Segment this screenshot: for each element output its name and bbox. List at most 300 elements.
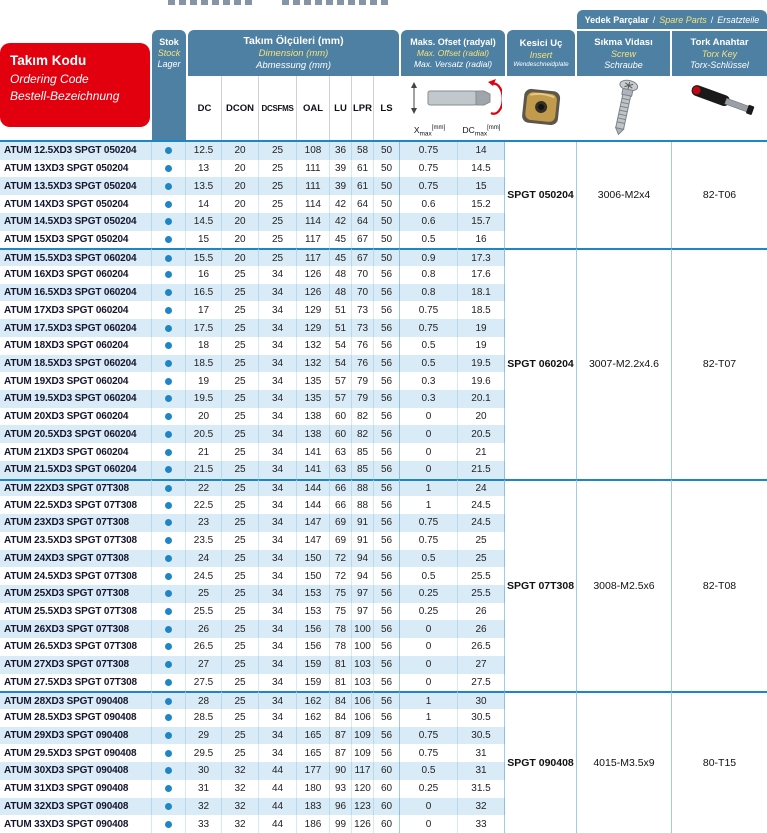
value-cell: 87 — [330, 744, 352, 762]
value-cell: 106 — [352, 691, 374, 709]
value-cell: 25 — [259, 142, 297, 160]
value-cell: 56 — [374, 532, 400, 550]
stock-cell — [152, 195, 186, 213]
value-cell: 18.5 — [458, 301, 505, 319]
value-cell: 144 — [297, 479, 330, 497]
value-cell: 57 — [330, 390, 352, 408]
value-cell: 76 — [352, 337, 374, 355]
stock-cell — [152, 815, 186, 833]
value-cell: 141 — [297, 461, 330, 479]
stock-cell — [152, 585, 186, 603]
value-cell: 24 — [458, 479, 505, 497]
value-cell: 64 — [352, 195, 374, 213]
table-body — [0, 140, 767, 833]
value-cell: 56 — [374, 461, 400, 479]
value-cell: 1 — [400, 496, 458, 514]
row-ordering-code: ATUM 15.5XD3 SPGT 060204 — [0, 248, 152, 266]
value-cell: 34 — [259, 337, 297, 355]
insert-en: Insert — [529, 50, 553, 60]
value-cell: 25 — [259, 177, 297, 195]
stock-cell — [152, 727, 186, 745]
value-cell: 50 — [374, 195, 400, 213]
value-cell: 34 — [259, 620, 297, 638]
value-cell: 20 — [186, 408, 222, 426]
group-insert-code: SPGT 090408 — [505, 691, 577, 833]
value-cell: 51 — [330, 319, 352, 337]
value-cell: 126 — [297, 284, 330, 302]
value-cell: 18 — [186, 337, 222, 355]
value-cell: 56 — [374, 620, 400, 638]
value-cell: 50 — [374, 177, 400, 195]
value-cell: 0.6 — [400, 195, 458, 213]
insert-image-zone — [507, 76, 575, 140]
value-cell: 32 — [222, 762, 259, 780]
value-cell: 0.75 — [400, 142, 458, 160]
stock-cell — [152, 177, 186, 195]
screw-de: Schraube — [604, 60, 643, 70]
value-cell: 25 — [222, 461, 259, 479]
value-cell: 34 — [259, 691, 297, 709]
torx-header — [672, 31, 767, 76]
value-cell: 56 — [374, 443, 400, 461]
insert-header — [507, 30, 575, 76]
screw-icon — [606, 77, 642, 139]
value-cell: 88 — [352, 496, 374, 514]
value-cell: 34 — [259, 443, 297, 461]
row-ordering-code: ATUM 21.5XD3 SPGT 060204 — [0, 461, 152, 479]
value-cell: 66 — [330, 496, 352, 514]
value-cell: 61 — [352, 177, 374, 195]
value-cell: 17.3 — [458, 248, 505, 266]
stock-cell — [152, 603, 186, 621]
value-cell: 34 — [259, 355, 297, 373]
stock-dot — [165, 732, 172, 739]
stock-cell — [152, 479, 186, 497]
stock-dot — [165, 698, 172, 705]
col-dcon: DCON — [222, 76, 259, 140]
value-cell: 0.8 — [400, 284, 458, 302]
value-cell: 0 — [400, 425, 458, 443]
value-cell: 0.75 — [400, 301, 458, 319]
value-cell: 34 — [259, 425, 297, 443]
value-cell: 81 — [330, 674, 352, 692]
stock-dot — [165, 466, 172, 473]
value-cell: 25 — [222, 603, 259, 621]
value-cell: 34 — [259, 514, 297, 532]
value-cell: 34 — [259, 319, 297, 337]
col-lpr: LPR — [352, 76, 374, 140]
value-cell: 21 — [458, 443, 505, 461]
insert-tr: Kesici Uç — [519, 38, 563, 49]
value-cell: 27 — [458, 656, 505, 674]
stock-dot — [165, 325, 172, 332]
stock-cell — [152, 514, 186, 532]
value-cell: 31 — [186, 780, 222, 798]
value-cell: 183 — [297, 798, 330, 816]
value-cell: 25 — [222, 301, 259, 319]
stock-cell — [152, 160, 186, 178]
value-cell: 159 — [297, 656, 330, 674]
offset-en: Max. Offset (radial) — [416, 48, 490, 58]
stock-cell — [152, 709, 186, 727]
value-cell: 0 — [400, 443, 458, 461]
value-cell: 34 — [259, 479, 297, 497]
spare-parts-de: Ersatzteile — [717, 14, 760, 25]
row-ordering-code: ATUM 13XD3 SPGT 050204 — [0, 160, 152, 178]
value-cell: 109 — [352, 727, 374, 745]
value-cell: 109 — [352, 744, 374, 762]
value-cell: 0.25 — [400, 603, 458, 621]
stock-cell — [152, 798, 186, 816]
screw-en: Screw — [610, 49, 636, 59]
value-cell: 56 — [374, 674, 400, 692]
value-cell: 25 — [222, 319, 259, 337]
value-cell: 25 — [222, 408, 259, 426]
value-cell: 60 — [374, 815, 400, 833]
value-cell: 0.75 — [400, 727, 458, 745]
row-ordering-code: ATUM 16.5XD3 SPGT 060204 — [0, 284, 152, 302]
stock-cell — [152, 496, 186, 514]
screw-tr: Sıkma Vidası — [594, 37, 653, 48]
value-cell: 56 — [374, 425, 400, 443]
value-cell: 24 — [186, 550, 222, 568]
value-cell: 34 — [259, 550, 297, 568]
row-ordering-code: ATUM 13.5XD3 SPGT 050204 — [0, 177, 152, 195]
value-cell: 0 — [400, 620, 458, 638]
value-cell: 34 — [259, 567, 297, 585]
value-cell: 20 — [222, 231, 259, 249]
value-cell: 25 — [259, 248, 297, 266]
value-cell: 56 — [374, 656, 400, 674]
stock-cell — [152, 355, 186, 373]
value-cell: 57 — [330, 372, 352, 390]
value-cell: 21 — [186, 443, 222, 461]
value-cell: 50 — [374, 160, 400, 178]
stock-dot — [165, 413, 172, 420]
value-cell: 42 — [330, 213, 352, 231]
value-cell: 0.6 — [400, 213, 458, 231]
stock-dot — [165, 573, 172, 580]
stock-cell — [152, 284, 186, 302]
value-cell: 0.5 — [400, 231, 458, 249]
value-cell: 19.6 — [458, 372, 505, 390]
row-ordering-code: ATUM 28.5XD3 SPGT 090408 — [0, 709, 152, 727]
value-cell: 34 — [259, 408, 297, 426]
value-cell: 60 — [374, 780, 400, 798]
separator: / — [710, 14, 714, 25]
row-ordering-code: ATUM 29.5XD3 SPGT 090408 — [0, 744, 152, 762]
value-cell: 29.5 — [186, 744, 222, 762]
ordering-code-de: Bestell-Bezeichnung — [10, 89, 120, 103]
value-cell: 144 — [297, 496, 330, 514]
stock-cell — [152, 443, 186, 461]
row-ordering-code: ATUM 33XD3 SPGT 090408 — [0, 815, 152, 833]
stock-dot — [165, 271, 172, 278]
value-cell: 34 — [259, 727, 297, 745]
stock-dot — [165, 165, 172, 172]
stock-dot — [165, 449, 172, 456]
value-cell: 147 — [297, 514, 330, 532]
stock-cell — [152, 231, 186, 249]
screw-image-zone — [577, 76, 670, 140]
value-cell: 34 — [259, 390, 297, 408]
stock-cell — [152, 319, 186, 337]
value-cell: 25 — [222, 284, 259, 302]
value-cell: 34 — [259, 656, 297, 674]
value-cell: 44 — [259, 762, 297, 780]
value-cell: 63 — [330, 443, 352, 461]
value-cell: 39 — [330, 160, 352, 178]
value-cell: 25 — [222, 479, 259, 497]
value-cell: 96 — [330, 798, 352, 816]
value-cell: 16.5 — [186, 284, 222, 302]
value-cell: 180 — [297, 780, 330, 798]
value-cell: 17.6 — [458, 266, 505, 284]
value-cell: 48 — [330, 284, 352, 302]
value-cell: 21.5 — [186, 461, 222, 479]
value-cell: 25 — [222, 355, 259, 373]
value-cell: 0.5 — [400, 762, 458, 780]
group-insert-code: SPGT 07T308 — [505, 479, 577, 692]
value-cell: 34 — [259, 284, 297, 302]
torx-key-icon — [685, 81, 755, 135]
value-cell: 135 — [297, 390, 330, 408]
group-torx-code: 80-T15 — [672, 691, 767, 833]
value-cell: 63 — [330, 461, 352, 479]
value-cell: 70 — [352, 284, 374, 302]
value-cell: 1 — [400, 709, 458, 727]
stock-cell — [152, 408, 186, 426]
ordering-code-header — [0, 43, 150, 127]
stock-cell — [152, 780, 186, 798]
value-cell: 120 — [352, 780, 374, 798]
value-cell: 22 — [186, 479, 222, 497]
row-ordering-code: ATUM 17.5XD3 SPGT 060204 — [0, 319, 152, 337]
value-cell: 73 — [352, 319, 374, 337]
value-cell: 32 — [186, 798, 222, 816]
value-cell: 25 — [222, 567, 259, 585]
value-cell: 54 — [330, 337, 352, 355]
row-ordering-code: ATUM 18XD3 SPGT 060204 — [0, 337, 152, 355]
stock-dot — [165, 643, 172, 650]
value-cell: 132 — [297, 337, 330, 355]
value-cell: 15.7 — [458, 213, 505, 231]
value-cell: 32 — [222, 815, 259, 833]
value-cell: 13.5 — [186, 177, 222, 195]
stock-dot — [165, 147, 172, 154]
value-cell: 94 — [352, 550, 374, 568]
value-cell: 0.5 — [400, 550, 458, 568]
cropped-text-remnant — [282, 0, 388, 5]
row-ordering-code: ATUM 23XD3 SPGT 07T308 — [0, 514, 152, 532]
value-cell: 82 — [352, 425, 374, 443]
value-cell: 76 — [352, 355, 374, 373]
spare-parts-en: Spare Parts — [659, 14, 707, 25]
value-cell: 99 — [330, 815, 352, 833]
value-cell: 29 — [186, 727, 222, 745]
value-cell: 34 — [259, 532, 297, 550]
value-cell: 0 — [400, 674, 458, 692]
value-cell: 23.5 — [186, 532, 222, 550]
value-cell: 18.1 — [458, 284, 505, 302]
value-cell: 126 — [297, 266, 330, 284]
value-cell: 26 — [458, 620, 505, 638]
value-cell: 0 — [400, 798, 458, 816]
stock-dot — [165, 821, 172, 828]
stock-dot — [165, 342, 172, 349]
value-cell: 25 — [222, 727, 259, 745]
value-cell: 72 — [330, 567, 352, 585]
max-offset-header — [401, 30, 505, 76]
value-cell: 19 — [458, 337, 505, 355]
value-cell: 34 — [259, 674, 297, 692]
stock-cell — [152, 550, 186, 568]
group-torx-code: 82-T07 — [672, 248, 767, 478]
spare-parts-tr: Yedek Parçalar — [584, 14, 649, 25]
value-cell: 111 — [297, 160, 330, 178]
value-cell: 69 — [330, 532, 352, 550]
value-cell: 50 — [374, 142, 400, 160]
value-cell: 97 — [352, 603, 374, 621]
stock-dot — [165, 236, 172, 243]
row-ordering-code: ATUM 24.5XD3 SPGT 07T308 — [0, 567, 152, 585]
row-ordering-code: ATUM 19.5XD3 SPGT 060204 — [0, 390, 152, 408]
stock-tr: Stok — [159, 37, 179, 47]
value-cell: 56 — [374, 744, 400, 762]
value-cell: 25 — [222, 550, 259, 568]
value-cell: 12.5 — [186, 142, 222, 160]
stock-cell — [152, 425, 186, 443]
value-cell: 26 — [186, 620, 222, 638]
value-cell: 31 — [458, 744, 505, 762]
value-cell: 33 — [458, 815, 505, 833]
value-cell: 25 — [259, 231, 297, 249]
stock-dot — [165, 750, 172, 757]
value-cell: 18.5 — [186, 355, 222, 373]
value-cell: 56 — [374, 301, 400, 319]
value-cell: 16 — [458, 231, 505, 249]
value-cell: 44 — [259, 780, 297, 798]
value-cell: 165 — [297, 744, 330, 762]
stock-dot — [165, 255, 172, 262]
value-cell: 44 — [259, 815, 297, 833]
value-cell: 56 — [374, 709, 400, 727]
row-ordering-code: ATUM 22XD3 SPGT 07T308 — [0, 479, 152, 497]
value-cell: 30 — [186, 762, 222, 780]
value-cell: 34 — [259, 638, 297, 656]
row-ordering-code: ATUM 18.5XD3 SPGT 060204 — [0, 355, 152, 373]
dimension-subheader — [188, 76, 399, 140]
stock-cell — [152, 142, 186, 160]
value-cell: 19 — [186, 372, 222, 390]
value-cell: 56 — [374, 567, 400, 585]
runout-diagram-icon — [404, 78, 502, 120]
stock-cell — [152, 656, 186, 674]
value-cell: 67 — [352, 231, 374, 249]
stock-dot — [165, 502, 172, 509]
stock-dot — [165, 590, 172, 597]
row-ordering-code: ATUM 19XD3 SPGT 060204 — [0, 372, 152, 390]
value-cell: 25 — [222, 390, 259, 408]
value-cell: 25 — [222, 337, 259, 355]
value-cell: 85 — [352, 443, 374, 461]
value-cell: 0.75 — [400, 532, 458, 550]
group-torx-code: 82-T06 — [672, 142, 767, 248]
value-cell: 60 — [374, 762, 400, 780]
value-cell: 79 — [352, 390, 374, 408]
value-cell: 26.5 — [458, 638, 505, 656]
stock-dot — [165, 183, 172, 190]
stock-cell — [152, 638, 186, 656]
dimensions-tr: Takım Ölçüleri (mm) — [243, 35, 344, 47]
value-cell: 25 — [222, 266, 259, 284]
value-cell: 19.5 — [186, 390, 222, 408]
value-cell: 20.5 — [186, 425, 222, 443]
value-cell: 73 — [352, 301, 374, 319]
insert-icon — [518, 87, 564, 129]
value-cell: 34 — [259, 744, 297, 762]
value-cell: 56 — [374, 408, 400, 426]
stock-dot — [165, 608, 172, 615]
stock-dot — [165, 378, 172, 385]
value-cell: 20 — [222, 177, 259, 195]
row-ordering-code: ATUM 25XD3 SPGT 07T308 — [0, 585, 152, 603]
value-cell: 20 — [222, 213, 259, 231]
row-ordering-code: ATUM 26.5XD3 SPGT 07T308 — [0, 638, 152, 656]
offset-subheader — [401, 122, 505, 140]
value-cell: 42 — [330, 195, 352, 213]
value-cell: 48 — [330, 266, 352, 284]
stock-dot — [165, 218, 172, 225]
value-cell: 25 — [222, 620, 259, 638]
value-cell: 45 — [330, 248, 352, 266]
value-cell: 87 — [330, 727, 352, 745]
stock-dot — [165, 785, 172, 792]
stock-en: Stock — [157, 48, 181, 58]
value-cell: 162 — [297, 691, 330, 709]
value-cell: 25 — [222, 656, 259, 674]
row-ordering-code: ATUM 27XD3 SPGT 07T308 — [0, 656, 152, 674]
value-cell: 25 — [222, 585, 259, 603]
stock-dot — [165, 307, 172, 314]
stock-dot — [165, 767, 172, 774]
value-cell: 20.5 — [458, 425, 505, 443]
value-cell: 129 — [297, 319, 330, 337]
value-cell: 25 — [222, 496, 259, 514]
dimensions-header — [188, 30, 399, 76]
value-cell: 15 — [186, 231, 222, 249]
torx-tr: Tork Anahtar — [690, 37, 749, 48]
value-cell: 56 — [374, 337, 400, 355]
stock-dot — [165, 485, 172, 492]
group-torx-code: 82-T08 — [672, 479, 767, 692]
value-cell: 26 — [458, 603, 505, 621]
value-cell: 56 — [374, 479, 400, 497]
value-cell: 159 — [297, 674, 330, 692]
value-cell: 56 — [374, 691, 400, 709]
stock-dot — [165, 679, 172, 686]
value-cell: 75 — [330, 603, 352, 621]
stock-cell — [152, 567, 186, 585]
offset-de: Max. Versatz (radial) — [413, 59, 493, 69]
value-cell: 153 — [297, 585, 330, 603]
value-cell: 0 — [400, 656, 458, 674]
value-cell: 56 — [374, 603, 400, 621]
value-cell: 82 — [352, 408, 374, 426]
value-cell: 56 — [374, 319, 400, 337]
stock-cell — [152, 301, 186, 319]
value-cell: 103 — [352, 674, 374, 692]
